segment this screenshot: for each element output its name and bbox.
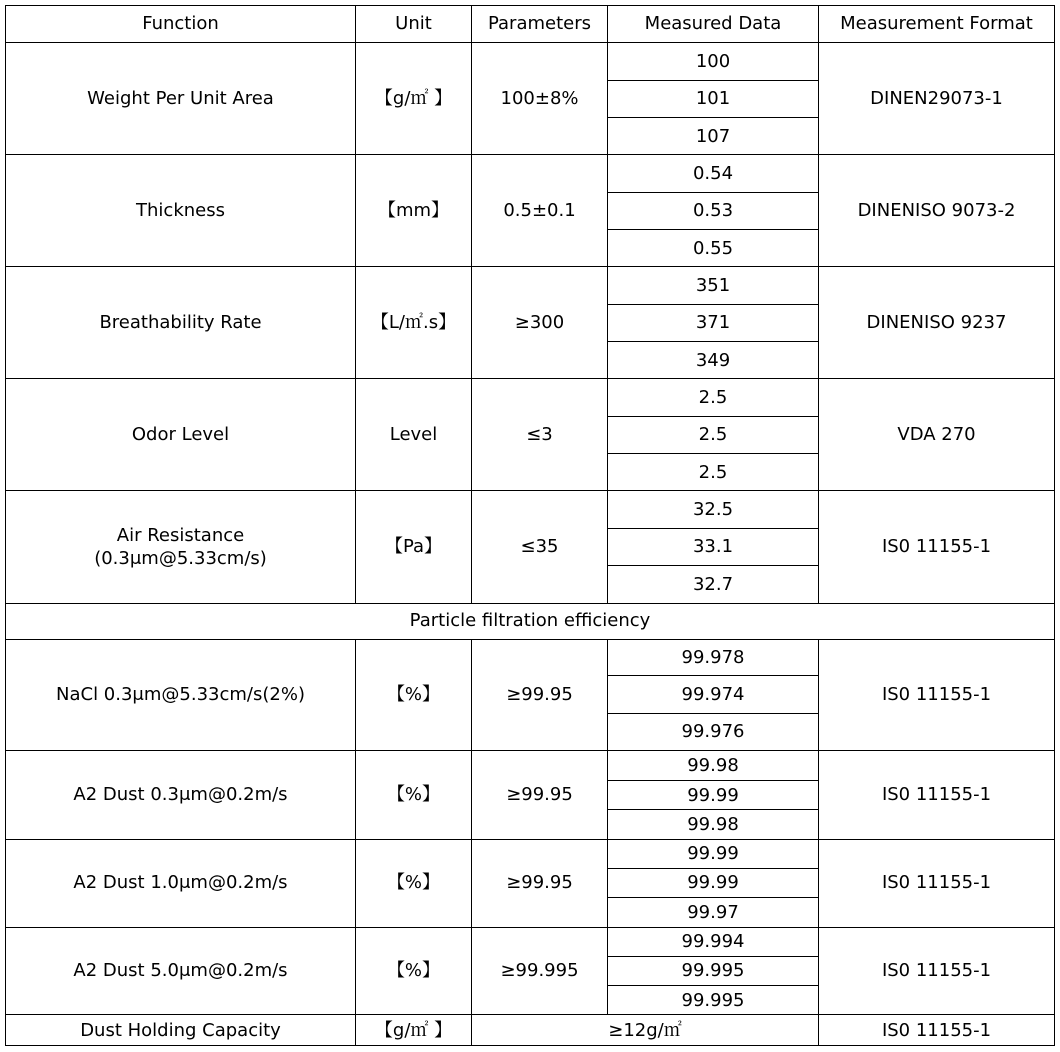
measured-cell: 2.5 [608, 416, 819, 453]
measured-cell: 99.98 [608, 750, 819, 780]
header-measured-data: Measured Data [608, 6, 819, 43]
table-row [6, 750, 1055, 780]
function-cell [6, 491, 356, 603]
measured-cell: 107 [608, 118, 819, 155]
format-cell: IS0 11155-1 [819, 639, 1055, 750]
parameter-cell: ≥99.995 [472, 927, 608, 1015]
format-cell: IS0 11155-1 [819, 839, 1055, 927]
function-cell: Thickness [6, 155, 356, 267]
measured-cell: 0.54 [608, 155, 819, 192]
measured-cell: 99.995 [608, 986, 819, 1015]
measured-cell: 100 [608, 43, 819, 80]
unit-cell: 【%】 [356, 639, 472, 750]
measured-cell: 32.5 [608, 491, 819, 528]
section-title-row [6, 603, 1055, 639]
section-title: Particle filtration efficiency [6, 603, 1055, 639]
unit-cell: 【L/㎡.s】 [356, 267, 472, 379]
parameter-cell: 100±8% [472, 43, 608, 155]
format-cell: IS0 11155-1 [819, 927, 1055, 1015]
measured-cell: 99.97 [608, 898, 819, 927]
measured-cell: 99.99 [608, 869, 819, 898]
format-cell: DINEN29073-1 [819, 43, 1055, 155]
header-parameters: Parameters [472, 6, 608, 43]
function-cell: Odor Level [6, 379, 356, 491]
unit-cell: 【mm】 [356, 155, 472, 267]
format-cell: IS0 11155-1 [819, 491, 1055, 603]
format-cell: IS0 11155-1 [819, 750, 1055, 839]
format-cell: IS0 11155-1 [819, 1015, 1055, 1046]
table-row [6, 267, 1055, 304]
parameter-cell: ≤3 [472, 379, 608, 491]
parameter-cell: 0.5±0.1 [472, 155, 608, 267]
table-row [6, 43, 1055, 80]
function-cell: Weight Per Unit Area [6, 43, 356, 155]
unit-cell: 【%】 [356, 750, 472, 839]
measured-cell: 101 [608, 80, 819, 117]
measured-cell: 2.5 [608, 379, 819, 416]
measured-cell: 99.99 [608, 781, 819, 810]
function-cell: A2 Dust 5.0μm@0.2m/s [6, 927, 356, 1015]
measured-cell: 99.98 [608, 810, 819, 839]
measured-cell: 33.1 [608, 528, 819, 565]
unit-cell: 【%】 [356, 927, 472, 1015]
measured-cell: 99.995 [608, 956, 819, 985]
unit-cell: 【g/㎡ 】 [356, 1015, 472, 1046]
value-cell: ≥12g/㎡ [472, 1015, 819, 1046]
unit-cell: 【Pa】 [356, 491, 472, 603]
header-row [6, 6, 1055, 43]
function-cell: A2 Dust 1.0μm@0.2m/s [6, 839, 356, 927]
table-row [6, 1015, 1055, 1046]
function-cell: A2 Dust 0.3μm@0.2m/s [6, 750, 356, 839]
unit-cell: 【g/㎡ 】 [356, 43, 472, 155]
table-row [6, 491, 1055, 528]
function-cell: NaCl 0.3μm@5.33cm/s(2%) [6, 639, 356, 750]
measured-cell: 2.5 [608, 454, 819, 491]
parameter-cell: ≥300 [472, 267, 608, 379]
specification-table [5, 5, 1055, 1046]
measured-cell: 349 [608, 342, 819, 379]
format-cell: DINENISO 9237 [819, 267, 1055, 379]
table-row [6, 839, 1055, 868]
measured-cell: 32.7 [608, 566, 819, 603]
unit-cell: Level [356, 379, 472, 491]
format-cell: DINENISO 9073-2 [819, 155, 1055, 267]
measured-cell: 99.976 [608, 713, 819, 750]
table-row [6, 639, 1055, 675]
function-cell: Breathability Rate [6, 267, 356, 379]
measured-cell: 99.978 [608, 639, 819, 675]
table-row [6, 155, 1055, 192]
measured-cell: 99.994 [608, 927, 819, 956]
header-unit: Unit [356, 6, 472, 43]
header-function: Function [6, 6, 356, 43]
format-cell: VDA 270 [819, 379, 1055, 491]
parameter-cell: ≥99.95 [472, 750, 608, 839]
measured-cell: 0.53 [608, 192, 819, 229]
table-row [6, 927, 1055, 956]
unit-cell: 【%】 [356, 839, 472, 927]
measured-cell: 371 [608, 304, 819, 341]
measured-cell: 99.974 [608, 676, 819, 713]
parameter-cell: ≤35 [472, 491, 608, 603]
parameter-cell: ≥99.95 [472, 839, 608, 927]
measured-cell: 351 [608, 267, 819, 304]
parameter-cell: ≥99.95 [472, 639, 608, 750]
function-sub-label: (0.3μm@5.33cm/s) [94, 547, 267, 569]
header-measurement-format: Measurement Format [819, 6, 1055, 43]
measured-cell: 99.99 [608, 839, 819, 868]
function-label: Air Resistance [116, 524, 245, 546]
function-cell: Dust Holding Capacity [6, 1015, 356, 1046]
measured-cell: 0.55 [608, 230, 819, 267]
table-row [6, 379, 1055, 416]
